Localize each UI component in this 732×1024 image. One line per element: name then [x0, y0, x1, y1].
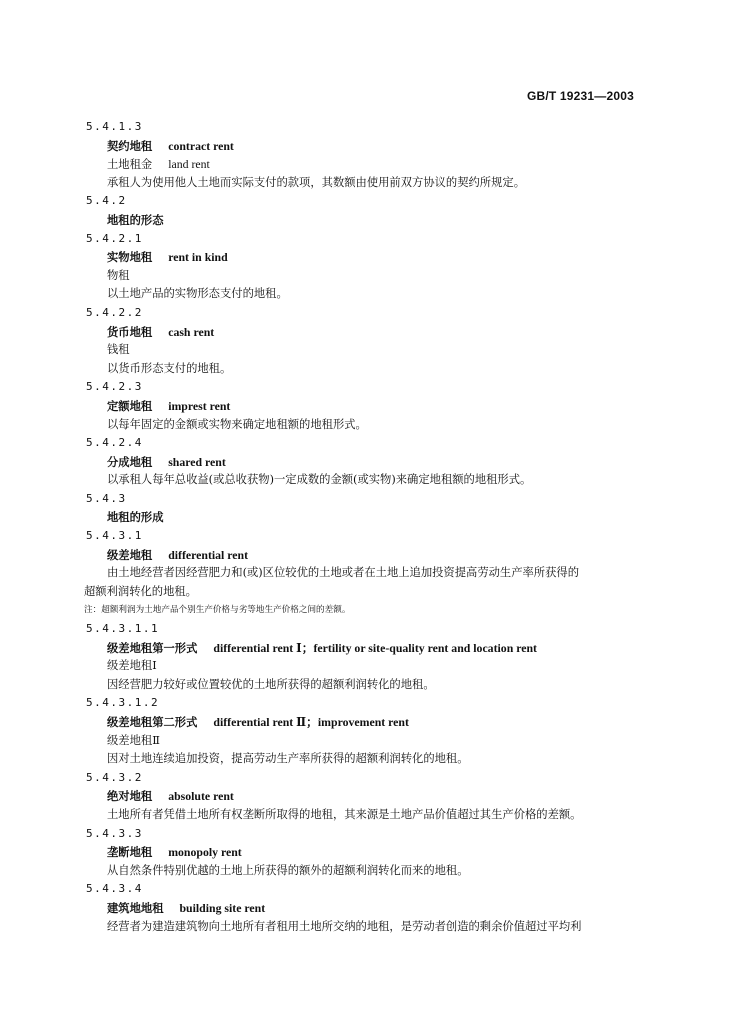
definition-line-1: 由土地经营者因经营肥力和(或)区位较优的土地或者在土地上追加投资提高劳动生产率所获得的 — [107, 566, 579, 580]
term-en: absolute rent — [168, 789, 234, 804]
definition: 经营者为建造建筑物向土地所有者租用土地所交纳的地租，是劳动者创造的剩余价值超过平均利 — [107, 919, 582, 933]
definition: 因经营肥力较好或位置较优的土地所获得的超额利润转化的地租。 — [107, 677, 435, 691]
synonym: 物租 — [107, 268, 130, 282]
clause-number: 5.4.3.4 — [86, 882, 143, 896]
term-cn: 级差地租第二形式 — [107, 715, 198, 729]
clause-number: 5.4.2.2 — [86, 305, 143, 319]
synonym: 钱租 — [107, 343, 130, 357]
term-line — [84, 787, 644, 806]
term-en: monopoly rent — [168, 845, 242, 860]
definition: 因对土地连续追加投资，提高劳动生产率所获得的超额利润转化的地租。 — [107, 752, 469, 766]
definition-line-2: 超额利润转化的地租。 — [84, 584, 197, 598]
definition: 以货币形态支付的地租。 — [107, 361, 232, 375]
definition: 土地所有者凭借土地所有权垄断所取得的地租，其来源是土地产品价值超过其生产价格的差额。 — [107, 807, 582, 821]
section-heading: 地租的形态 — [107, 212, 164, 227]
term-line — [84, 248, 644, 267]
synonym-cn: 土地租金 — [107, 158, 153, 172]
clause-number: 5.4.2.3 — [86, 380, 143, 394]
term-line — [84, 639, 644, 658]
term-en: differential rent Ⅰ；fertility or site-quality rent and location rent — [213, 640, 537, 655]
term-line — [84, 397, 644, 416]
clause-number: 5.4.3.3 — [86, 826, 143, 840]
definition: 以每年固定的金额或实物来确定地租额的地租形式。 — [107, 417, 367, 431]
clause-number: 5.4.3.1.1 — [86, 622, 160, 636]
section-heading: 地租的形成 — [107, 510, 164, 525]
term-en: differential rent — [168, 547, 249, 562]
standard-number: GB/T 19231—2003 — [526, 89, 634, 103]
definition: 承租人为使用他人土地而实际支付的款项，其数额由使用前双方协议的契约所规定。 — [107, 175, 525, 189]
term-en: contract rent — [168, 138, 234, 153]
term-line — [84, 899, 644, 918]
term-cn: 分成地租 — [107, 454, 153, 469]
term-cn: 货币地租 — [107, 324, 153, 339]
term-line — [84, 453, 644, 472]
clause-number: 5.4.3.1.2 — [86, 696, 160, 710]
synonym: 级差地租Ⅱ — [107, 733, 160, 747]
term-cn: 实物地租 — [107, 250, 153, 265]
term-cn: 级差地租第一形式 — [107, 640, 198, 655]
term-line — [84, 843, 644, 862]
term-cn: 垄断地租 — [107, 845, 153, 860]
clause-number: 5.4.1.3 — [86, 120, 143, 133]
term-en: rent in kind — [168, 250, 228, 265]
clause-number: 5.4.3.2 — [86, 770, 143, 784]
term-en: cash rent — [168, 324, 215, 339]
clause-number: 5.4.2.4 — [86, 436, 143, 450]
definition: 从自然条件特别优越的土地上所获得的额外的超额利润转化而来的地租。 — [107, 863, 469, 877]
synonym: 级差地租Ⅰ — [107, 659, 157, 673]
clause-number: 5.4.2.1 — [86, 231, 143, 245]
term-cn: 绝对地租 — [107, 789, 153, 804]
clause-number: 5.4.3.1 — [86, 529, 143, 543]
clause-number: 5.4.3 — [86, 491, 127, 505]
synonym-line — [84, 155, 644, 174]
definition: 以土地产品的实物形态支付的地租。 — [107, 287, 288, 301]
term-cn: 定额地租 — [107, 398, 153, 413]
term-line — [84, 137, 644, 156]
document-body — [84, 118, 644, 936]
term-cn: 级差地租 — [107, 547, 153, 562]
definition: 以承租人每年总收益(或总收获物)一定成数的金额(或实物)来确定地租额的地租形式。 — [107, 473, 532, 487]
term-line — [84, 323, 644, 342]
term-line — [84, 713, 644, 732]
term-cn: 契约地租 — [107, 138, 153, 153]
term-en: shared rent — [168, 454, 226, 469]
synonym-en: land rent — [168, 157, 210, 172]
term-cn: 建筑地地租 — [107, 900, 164, 915]
term-en: building site rent — [179, 900, 266, 915]
clause-number: 5.4.2 — [86, 194, 127, 208]
term-line — [84, 546, 644, 565]
note: 注：超额利润为土地产品个别生产价格与劣等地生产价格之间的差额。 — [84, 605, 351, 616]
term-en: differential rent Ⅱ；improvement rent — [213, 715, 409, 729]
term-en: imprest rent — [168, 398, 231, 413]
